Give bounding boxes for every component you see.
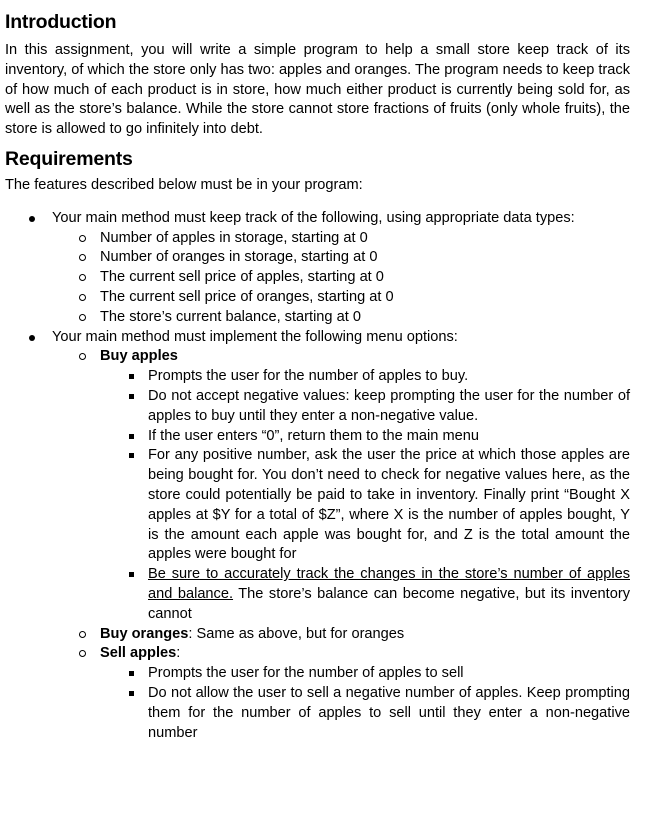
document-page	[5, 10, 630, 743]
tracked-value-text: The current sell price of oranges, starting at 0	[100, 288, 394, 305]
introduction-heading: Introduction	[5, 11, 117, 33]
detail-text: Do not allow the user to sell a negative number of apples. Keep prompting them for the number of apples to sell until they enter a non-negative number	[148, 684, 630, 741]
bullet-circle-icon	[79, 314, 86, 321]
requirement-item	[5, 209, 630, 328]
bullet-square-icon	[129, 434, 134, 439]
bullet-square-icon	[129, 394, 134, 399]
introduction-paragraph: In this assignment, you will write a simple program to help a small store keep track of its inventory, of which the store only has two: apples and oranges. The program needs to keep track of how much of each product is in store, how much either product is currently being sold for, as well as the store’s balance. While the store cannot store fractions of fruits (only whole fruits), the store is allowed to go infinitely into debt.	[5, 42, 630, 138]
bullet-circle-icon	[79, 650, 86, 657]
bullet-square-icon	[129, 453, 134, 458]
tracked-value-item	[5, 268, 630, 288]
menu-option-label: Sell apples	[100, 645, 177, 662]
detail-text: For any positive number, ask the user the price at which those apples are being bought for. You don’t need to check for negative values here, as the store could potentially be paid to take in inventory. Finally print “Bought X apples at $Y for a total of $Z”, where X is the number of apples bought, Y is the amount each apple was bought for, and Z is the total amount the apples were bought for	[148, 447, 630, 563]
menu-option-buy-oranges	[5, 625, 630, 645]
bullet-square-icon	[129, 671, 134, 676]
requirement-item	[5, 328, 630, 744]
menu-options-list	[5, 347, 630, 743]
bullet-dot-icon	[29, 216, 35, 222]
requirements-intro: The features described below must be in your program:	[5, 176, 363, 193]
detail-item	[5, 684, 630, 743]
tracked-value-text: Number of oranges in storage, starting at 0	[100, 249, 378, 266]
bullet-circle-icon	[79, 353, 86, 360]
tracked-value-item	[5, 229, 630, 249]
tracked-values-list	[5, 229, 630, 328]
bullet-circle-icon	[79, 274, 86, 281]
tracked-value-item	[5, 288, 630, 308]
detail-item	[5, 664, 630, 684]
sell-apples-details	[5, 664, 630, 743]
bullet-square-icon	[129, 572, 134, 577]
requirement-text: Your main method must implement the following menu options:	[52, 328, 458, 345]
bullet-circle-icon	[79, 631, 86, 638]
detail-text: Do not accept negative values: keep prompting the user for the number of apples to buy until they enter a non-negative value.	[148, 387, 630, 424]
bullet-square-icon	[129, 691, 134, 696]
menu-option-label: Buy apples	[100, 348, 178, 365]
menu-option-buy-apples	[5, 347, 630, 624]
detail-text: The store’s balance can become negative, but its inventory cannot	[148, 585, 630, 622]
menu-option-label: Buy oranges	[100, 625, 189, 642]
detail-item	[5, 446, 630, 565]
detail-underlined-text: Be sure to accurately track the changes in the store’s number of apples and balance.	[148, 566, 630, 602]
detail-text: Prompts the user for the number of apples to sell	[148, 665, 464, 682]
bullet-circle-icon	[79, 254, 86, 261]
tracked-value-text: The current sell price of apples, starting at 0	[100, 269, 384, 286]
bullet-circle-icon	[79, 235, 86, 242]
tracked-value-item	[5, 248, 630, 268]
detail-text: Prompts the user for the number of apples to buy.	[148, 368, 469, 385]
detail-item	[5, 367, 630, 387]
requirements-list	[5, 209, 630, 744]
detail-item	[5, 387, 630, 427]
bullet-dot-icon	[29, 335, 35, 341]
detail-item	[5, 565, 630, 624]
buy-apples-details	[5, 367, 630, 624]
menu-option-rest: :	[176, 645, 181, 662]
requirement-text: Your main method must keep track of the following, using appropriate data types:	[52, 209, 575, 226]
tracked-value-item	[5, 308, 630, 328]
menu-option-rest: : Same as above, but for oranges	[188, 625, 405, 642]
bullet-square-icon	[129, 374, 134, 379]
bullet-circle-icon	[79, 294, 86, 301]
tracked-value-text: The store’s current balance, starting at 0	[100, 308, 361, 325]
detail-item	[5, 427, 630, 447]
menu-option-sell-apples	[5, 644, 630, 743]
detail-text: If the user enters “0”, return them to the main menu	[148, 427, 479, 444]
requirements-heading: Requirements	[5, 147, 133, 170]
tracked-value-text: Number of apples in storage, starting at 0	[100, 229, 368, 246]
